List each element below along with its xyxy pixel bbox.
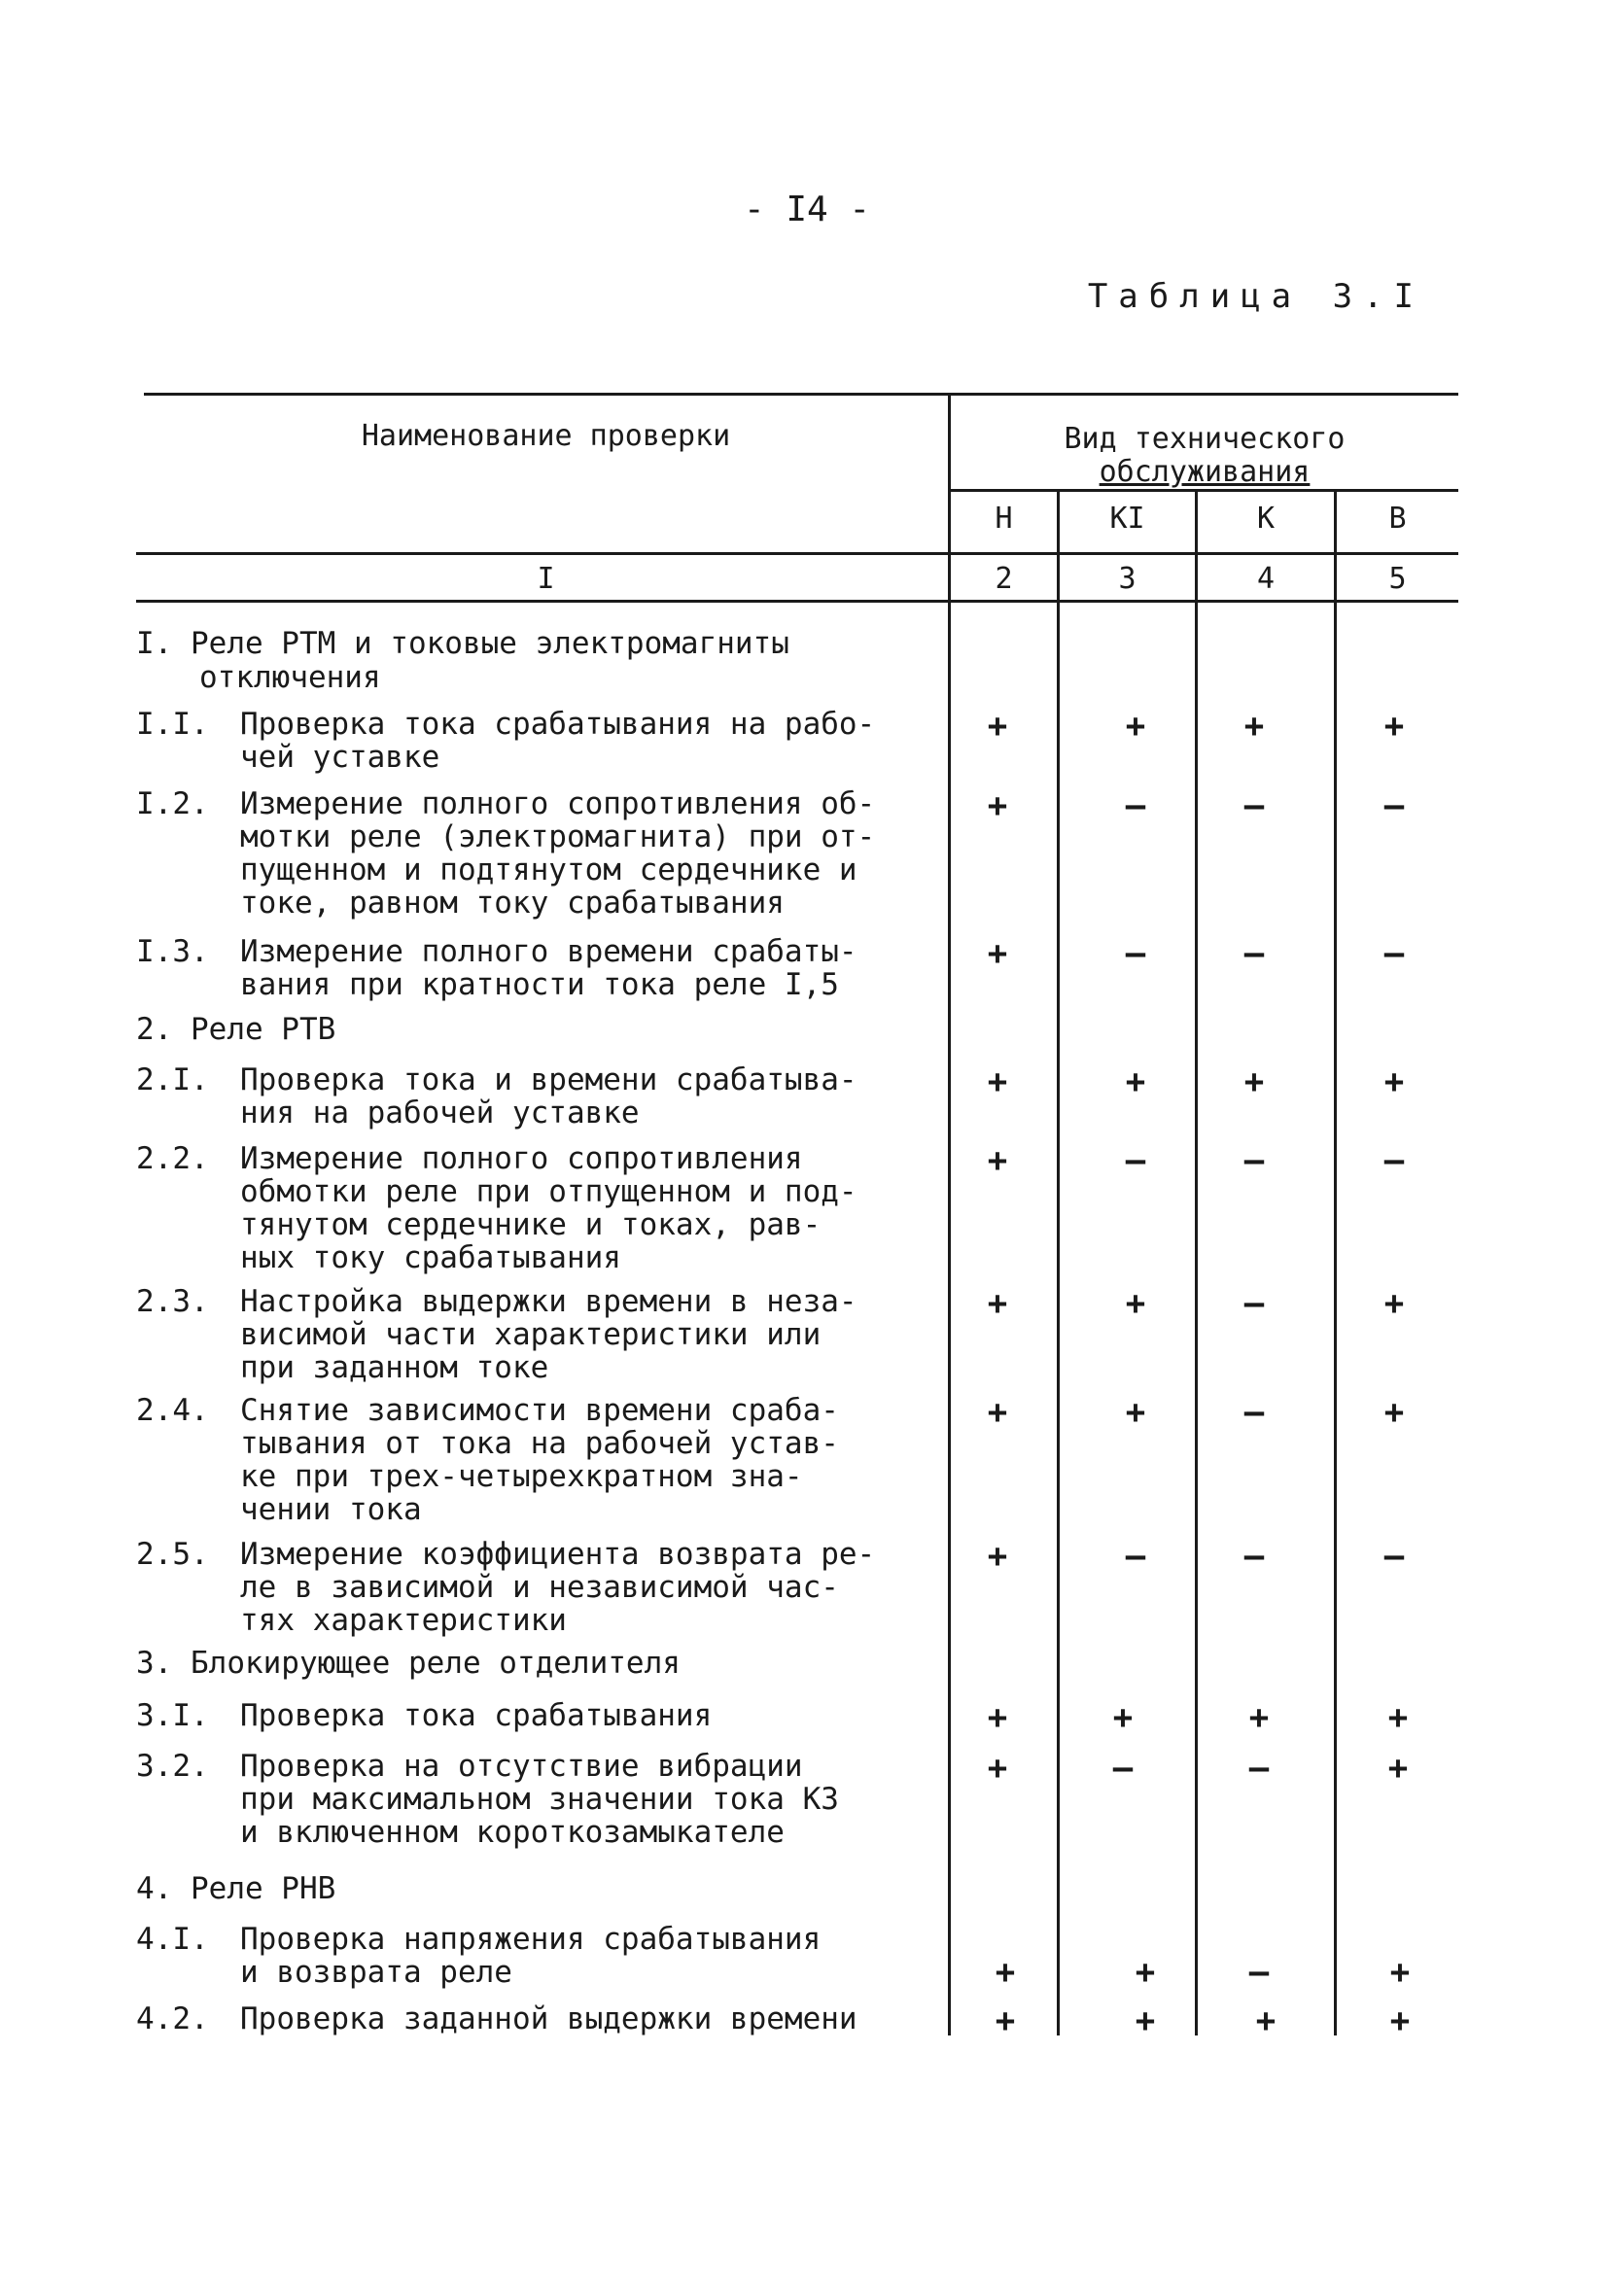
mark-k: – <box>1243 934 1265 973</box>
check-row <box>136 1699 943 1732</box>
mark-k1: – <box>1125 1537 1146 1576</box>
check-number: 2.5. <box>136 1537 209 1572</box>
check-number: 2.3. <box>136 1284 209 1319</box>
col-numbers-rule <box>136 600 1458 603</box>
mark-k1: + <box>1125 707 1146 746</box>
mark-k1: + <box>1112 1698 1134 1737</box>
mark-k: + <box>1255 2001 1277 2040</box>
section-3-title: 3. Блокирующее реле отделителя <box>136 1646 681 1681</box>
check-text-line: чей уставке <box>240 740 440 775</box>
section-1-title: I. Реле РТМ и токовые электромагниты <box>136 626 789 661</box>
col-number-5: 5 <box>1388 562 1407 596</box>
check-text-line: Измерение коэффициента возврата ре- <box>240 1537 876 1572</box>
check-text-line: Проверка заданной выдержки времени <box>240 2001 857 2036</box>
check-text-line: Проверка тока срабатывания <box>240 1698 713 1733</box>
section-1-title-cont: отключения <box>199 660 381 695</box>
mark-k1: – <box>1125 1141 1146 1180</box>
header-col-h: Н <box>995 502 1013 536</box>
header-col-v: В <box>1388 502 1407 536</box>
mark-h: + <box>987 1062 1008 1101</box>
mark-h: + <box>987 1698 1008 1737</box>
mark-h: + <box>995 2001 1016 2040</box>
header-service-type <box>951 423 1458 489</box>
divider-h-k1 <box>1057 489 1060 2035</box>
check-number: 2.I. <box>136 1062 209 1097</box>
check-number: I.2. <box>136 786 209 821</box>
check-text-line: тянутом сердечнике и токах, рав- <box>240 1207 822 1242</box>
check-text-line: ния на рабочей уставке <box>240 1096 640 1131</box>
mark-v: + <box>1387 1698 1409 1737</box>
check-text-line: Проверка тока и времени срабатыва- <box>240 1062 857 1097</box>
check-text-line: мотки реле (электромагнита) при от- <box>240 819 876 854</box>
check-text-line: висимой части характеристики или <box>240 1317 822 1352</box>
header-check-name: Наименование проверки <box>361 419 731 453</box>
mark-v: – <box>1383 1141 1405 1180</box>
header-bottom-rule <box>136 552 1458 555</box>
mark-k1: + <box>1135 1953 1156 1992</box>
mark-h: + <box>995 1953 1016 1992</box>
check-row <box>136 708 943 774</box>
mark-v: + <box>1383 707 1405 746</box>
header-service-type-line2: обслуживания <box>1099 455 1311 489</box>
check-text-line: обмотки реле при отпущенном и под- <box>240 1174 857 1209</box>
mark-h: + <box>987 786 1008 825</box>
divider-name-h <box>948 393 951 2035</box>
check-text-line: Проверка тока срабатывания на рабо- <box>240 707 876 742</box>
check-row <box>136 1142 943 1274</box>
check-text-line: чении тока <box>240 1492 422 1527</box>
check-text-line: Проверка напряжения срабатывания <box>240 1922 822 1957</box>
mark-k1: – <box>1112 1749 1134 1788</box>
table-top-rule <box>144 393 1458 396</box>
check-text-line: токе, равном току срабатывания <box>240 886 785 921</box>
check-text-line: при максимальном значении тока КЗ <box>240 1782 839 1817</box>
mark-k: + <box>1243 1062 1265 1101</box>
check-text-line: ке при трех-четырехкратном зна- <box>240 1459 803 1494</box>
check-number: 3.I. <box>136 1698 209 1733</box>
mark-v: – <box>1383 1537 1405 1576</box>
mark-k: – <box>1243 1537 1265 1576</box>
col-number-3: 3 <box>1118 562 1137 596</box>
mark-v: + <box>1387 1749 1409 1788</box>
mark-k: + <box>1248 1698 1270 1737</box>
check-text-line: при заданном токе <box>240 1350 549 1385</box>
mark-k1: + <box>1125 1062 1146 1101</box>
mark-k: – <box>1243 786 1265 825</box>
check-number: 4.2. <box>136 2001 209 2036</box>
header-col-k1: КI <box>1109 502 1145 536</box>
mark-k1: + <box>1125 1284 1146 1323</box>
mark-k: – <box>1248 1749 1270 1788</box>
check-number: 2.2. <box>136 1141 209 1176</box>
check-row <box>136 1538 943 1637</box>
check-text-line: Настройка выдержки времени в неза- <box>240 1284 857 1319</box>
mark-v: + <box>1383 1284 1405 1323</box>
check-text-line: Измерение полного времени срабаты- <box>240 934 857 969</box>
mark-k: – <box>1243 1393 1265 1432</box>
mark-k: + <box>1243 707 1265 746</box>
mark-v: + <box>1383 1062 1405 1101</box>
mark-h: + <box>987 1284 1008 1323</box>
check-row <box>136 1394 943 1526</box>
check-text-line: Измерение полного сопротивления об- <box>240 786 876 821</box>
header-col-k: К <box>1256 502 1276 536</box>
check-number: 3.2. <box>136 1749 209 1784</box>
check-text-line: тях характеристики <box>240 1603 567 1638</box>
mark-k: – <box>1243 1284 1265 1323</box>
mark-h: + <box>987 707 1008 746</box>
mark-k1: – <box>1125 786 1146 825</box>
check-number: I.3. <box>136 934 209 969</box>
check-text-line: и включенном короткозамыкателе <box>240 1815 785 1850</box>
section-4-title: 4. Реле РНВ <box>136 1871 336 1906</box>
check-number: I.I. <box>136 707 209 742</box>
mark-v: – <box>1383 934 1405 973</box>
check-text-line: пущенном и подтянутом сердечнике и <box>240 852 857 887</box>
divider-k-v <box>1334 489 1337 2035</box>
mark-h: + <box>987 1537 1008 1576</box>
mark-v: + <box>1383 1393 1405 1432</box>
mark-h: + <box>987 1393 1008 1432</box>
check-row <box>136 1750 943 1849</box>
mark-v: + <box>1389 1953 1411 1992</box>
header-service-type-line1: Вид технического <box>1064 422 1346 456</box>
col-number-2: 2 <box>995 562 1013 596</box>
check-text-line: ле в зависимой и независимой час- <box>240 1570 839 1605</box>
check-row <box>136 1923 943 1989</box>
col-number-1: I <box>537 562 555 596</box>
check-text-line: Проверка на отсутствие вибрации <box>240 1749 803 1784</box>
check-text-line: Снятие зависимости времени сраба- <box>240 1393 839 1428</box>
header-sub-rule <box>948 489 1458 492</box>
check-row <box>136 1063 943 1130</box>
mark-h: + <box>987 1141 1008 1180</box>
mark-k: – <box>1248 1953 1270 1992</box>
check-number: 4.I. <box>136 1922 209 1957</box>
mark-k1: + <box>1135 2001 1156 2040</box>
mark-h: + <box>987 934 1008 973</box>
col-number-4: 4 <box>1256 562 1276 596</box>
mark-h: + <box>987 1749 1008 1788</box>
mark-k1: + <box>1125 1393 1146 1432</box>
check-text-line: Измерение полного сопротивления <box>240 1141 803 1176</box>
mark-k1: – <box>1125 934 1146 973</box>
section-2-title: 2. Реле РТВ <box>136 1012 336 1047</box>
check-text-line: вания при кратности тока реле I,5 <box>240 967 839 1002</box>
mark-v: – <box>1383 786 1405 825</box>
check-row <box>136 787 943 920</box>
check-number: 2.4. <box>136 1393 209 1428</box>
check-text-line: ных току срабатывания <box>240 1240 621 1275</box>
mark-k: – <box>1243 1141 1265 1180</box>
check-row <box>136 935 943 1001</box>
table-caption: Таблица 3.I <box>1087 277 1424 316</box>
check-text-line: и возврата реле <box>240 1955 512 1990</box>
divider-k1-k <box>1195 489 1198 2035</box>
check-text-line: тывания от тока на рабочей устав- <box>240 1426 839 1461</box>
page-number: - I4 - <box>743 190 871 229</box>
check-row <box>136 1285 943 1384</box>
mark-v: + <box>1389 2001 1411 2040</box>
check-row <box>136 2002 943 2035</box>
